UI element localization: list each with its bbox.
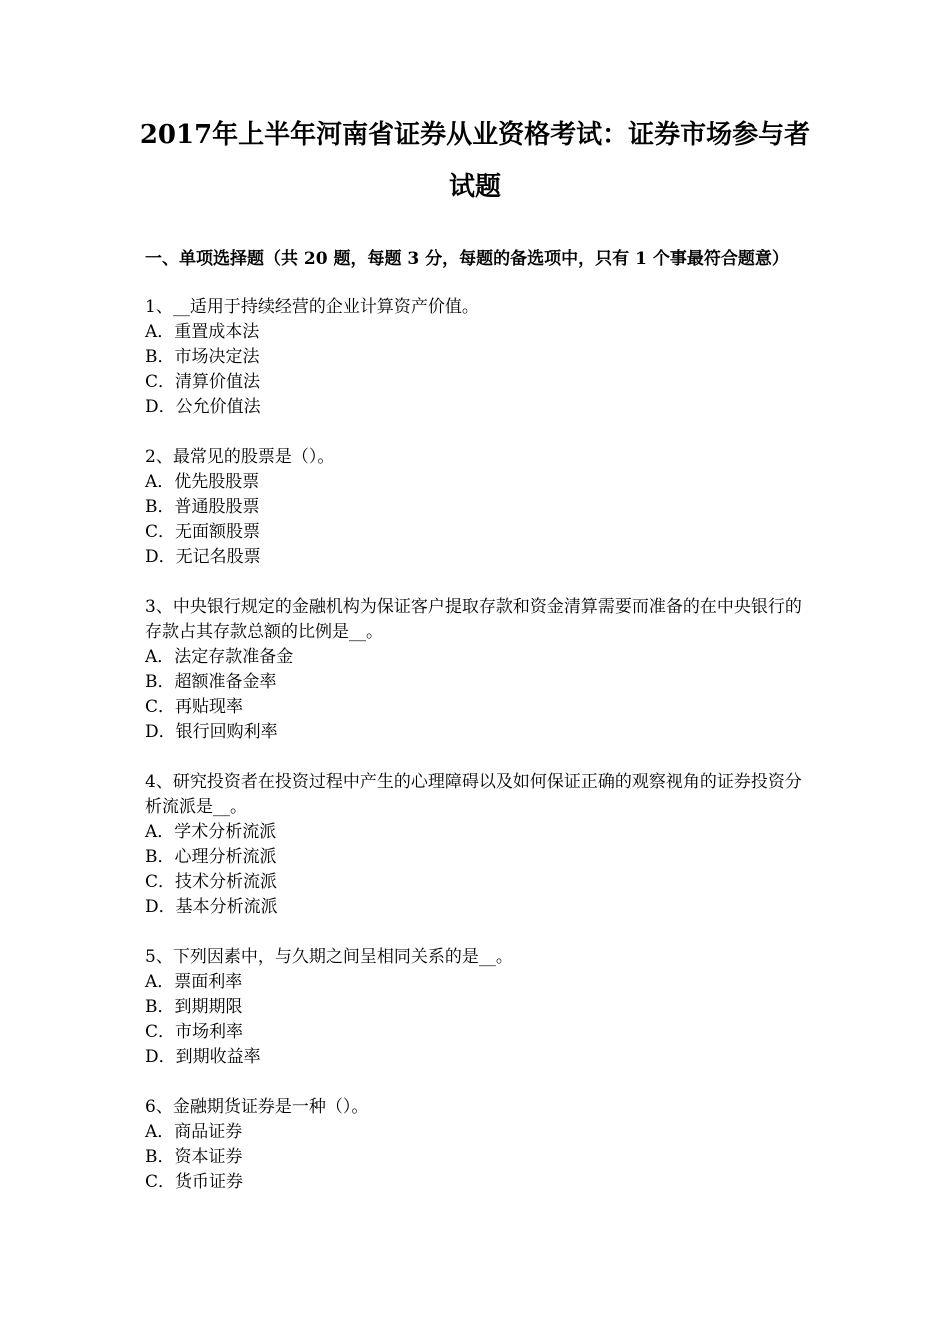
option-c: C．市场利率 bbox=[145, 1022, 244, 1042]
question-3 bbox=[145, 595, 815, 745]
option-a: A．法定存款准备金 bbox=[145, 647, 294, 667]
question-stem: 3、中央银行规定的金融机构为保证客户提取存款和资金清算需要而准备的在中央银行的存款占其存款总额的比例是__。 bbox=[145, 597, 802, 642]
option-c: C．无面额股票 bbox=[145, 522, 261, 542]
question-list bbox=[145, 295, 815, 1220]
option-b: B．到期期限 bbox=[145, 997, 243, 1017]
option-d: D．到期收益率 bbox=[145, 1047, 261, 1067]
question-stem: 6、金融期货证券是一种（）。 bbox=[145, 1097, 369, 1117]
option-c: C．再贴现率 bbox=[145, 697, 244, 717]
option-b: B．心理分析流派 bbox=[145, 847, 277, 867]
option-d: D．银行回购利率 bbox=[145, 722, 278, 742]
option-b: B．资本证券 bbox=[145, 1147, 243, 1167]
option-b: B．超额准备金率 bbox=[145, 672, 277, 692]
option-a: A．票面利率 bbox=[145, 972, 243, 992]
question-stem: 4、研究投资者在投资过程中产生的心理障碍以及如何保证正确的观察视角的证券投资分析流派是__。 bbox=[145, 772, 802, 817]
question-5 bbox=[145, 945, 815, 1070]
document-title-line2: 试题 bbox=[448, 172, 501, 202]
option-b: B．市场决定法 bbox=[145, 347, 260, 367]
question-6 bbox=[145, 1095, 815, 1195]
option-b: B．普通股股票 bbox=[145, 497, 260, 517]
option-c: C．技术分析流派 bbox=[145, 872, 278, 892]
option-a: A．优先股股票 bbox=[145, 472, 260, 492]
option-a: A．重置成本法 bbox=[145, 322, 260, 342]
section-heading: 一、单项选择题（共 20 题，每题 3 分，每题的备选项中，只有 1 个事最符合题意） bbox=[145, 249, 789, 269]
option-c: C．货币证券 bbox=[145, 1172, 244, 1192]
option-d: D．公允价值法 bbox=[145, 397, 261, 417]
option-a: A．商品证券 bbox=[145, 1122, 243, 1142]
question-stem: 2、最常见的股票是（）。 bbox=[145, 447, 335, 467]
question-4 bbox=[145, 770, 815, 920]
question-stem: 5、下列因素中，与久期之间呈相同关系的是__。 bbox=[145, 947, 513, 967]
question-stem: 1、__适用于持续经营的企业计算资产价值。 bbox=[145, 297, 479, 317]
option-d: D．无记名股票 bbox=[145, 547, 261, 567]
question-2 bbox=[145, 445, 815, 570]
document-title-line1: 2017年上半年河南省证券从业资格考试：证券市场参与者 bbox=[139, 120, 811, 150]
option-a: A．学术分析流派 bbox=[145, 822, 277, 842]
option-c: C．清算价值法 bbox=[145, 372, 261, 392]
question-1 bbox=[145, 295, 815, 420]
option-d: D．基本分析流派 bbox=[145, 897, 278, 917]
